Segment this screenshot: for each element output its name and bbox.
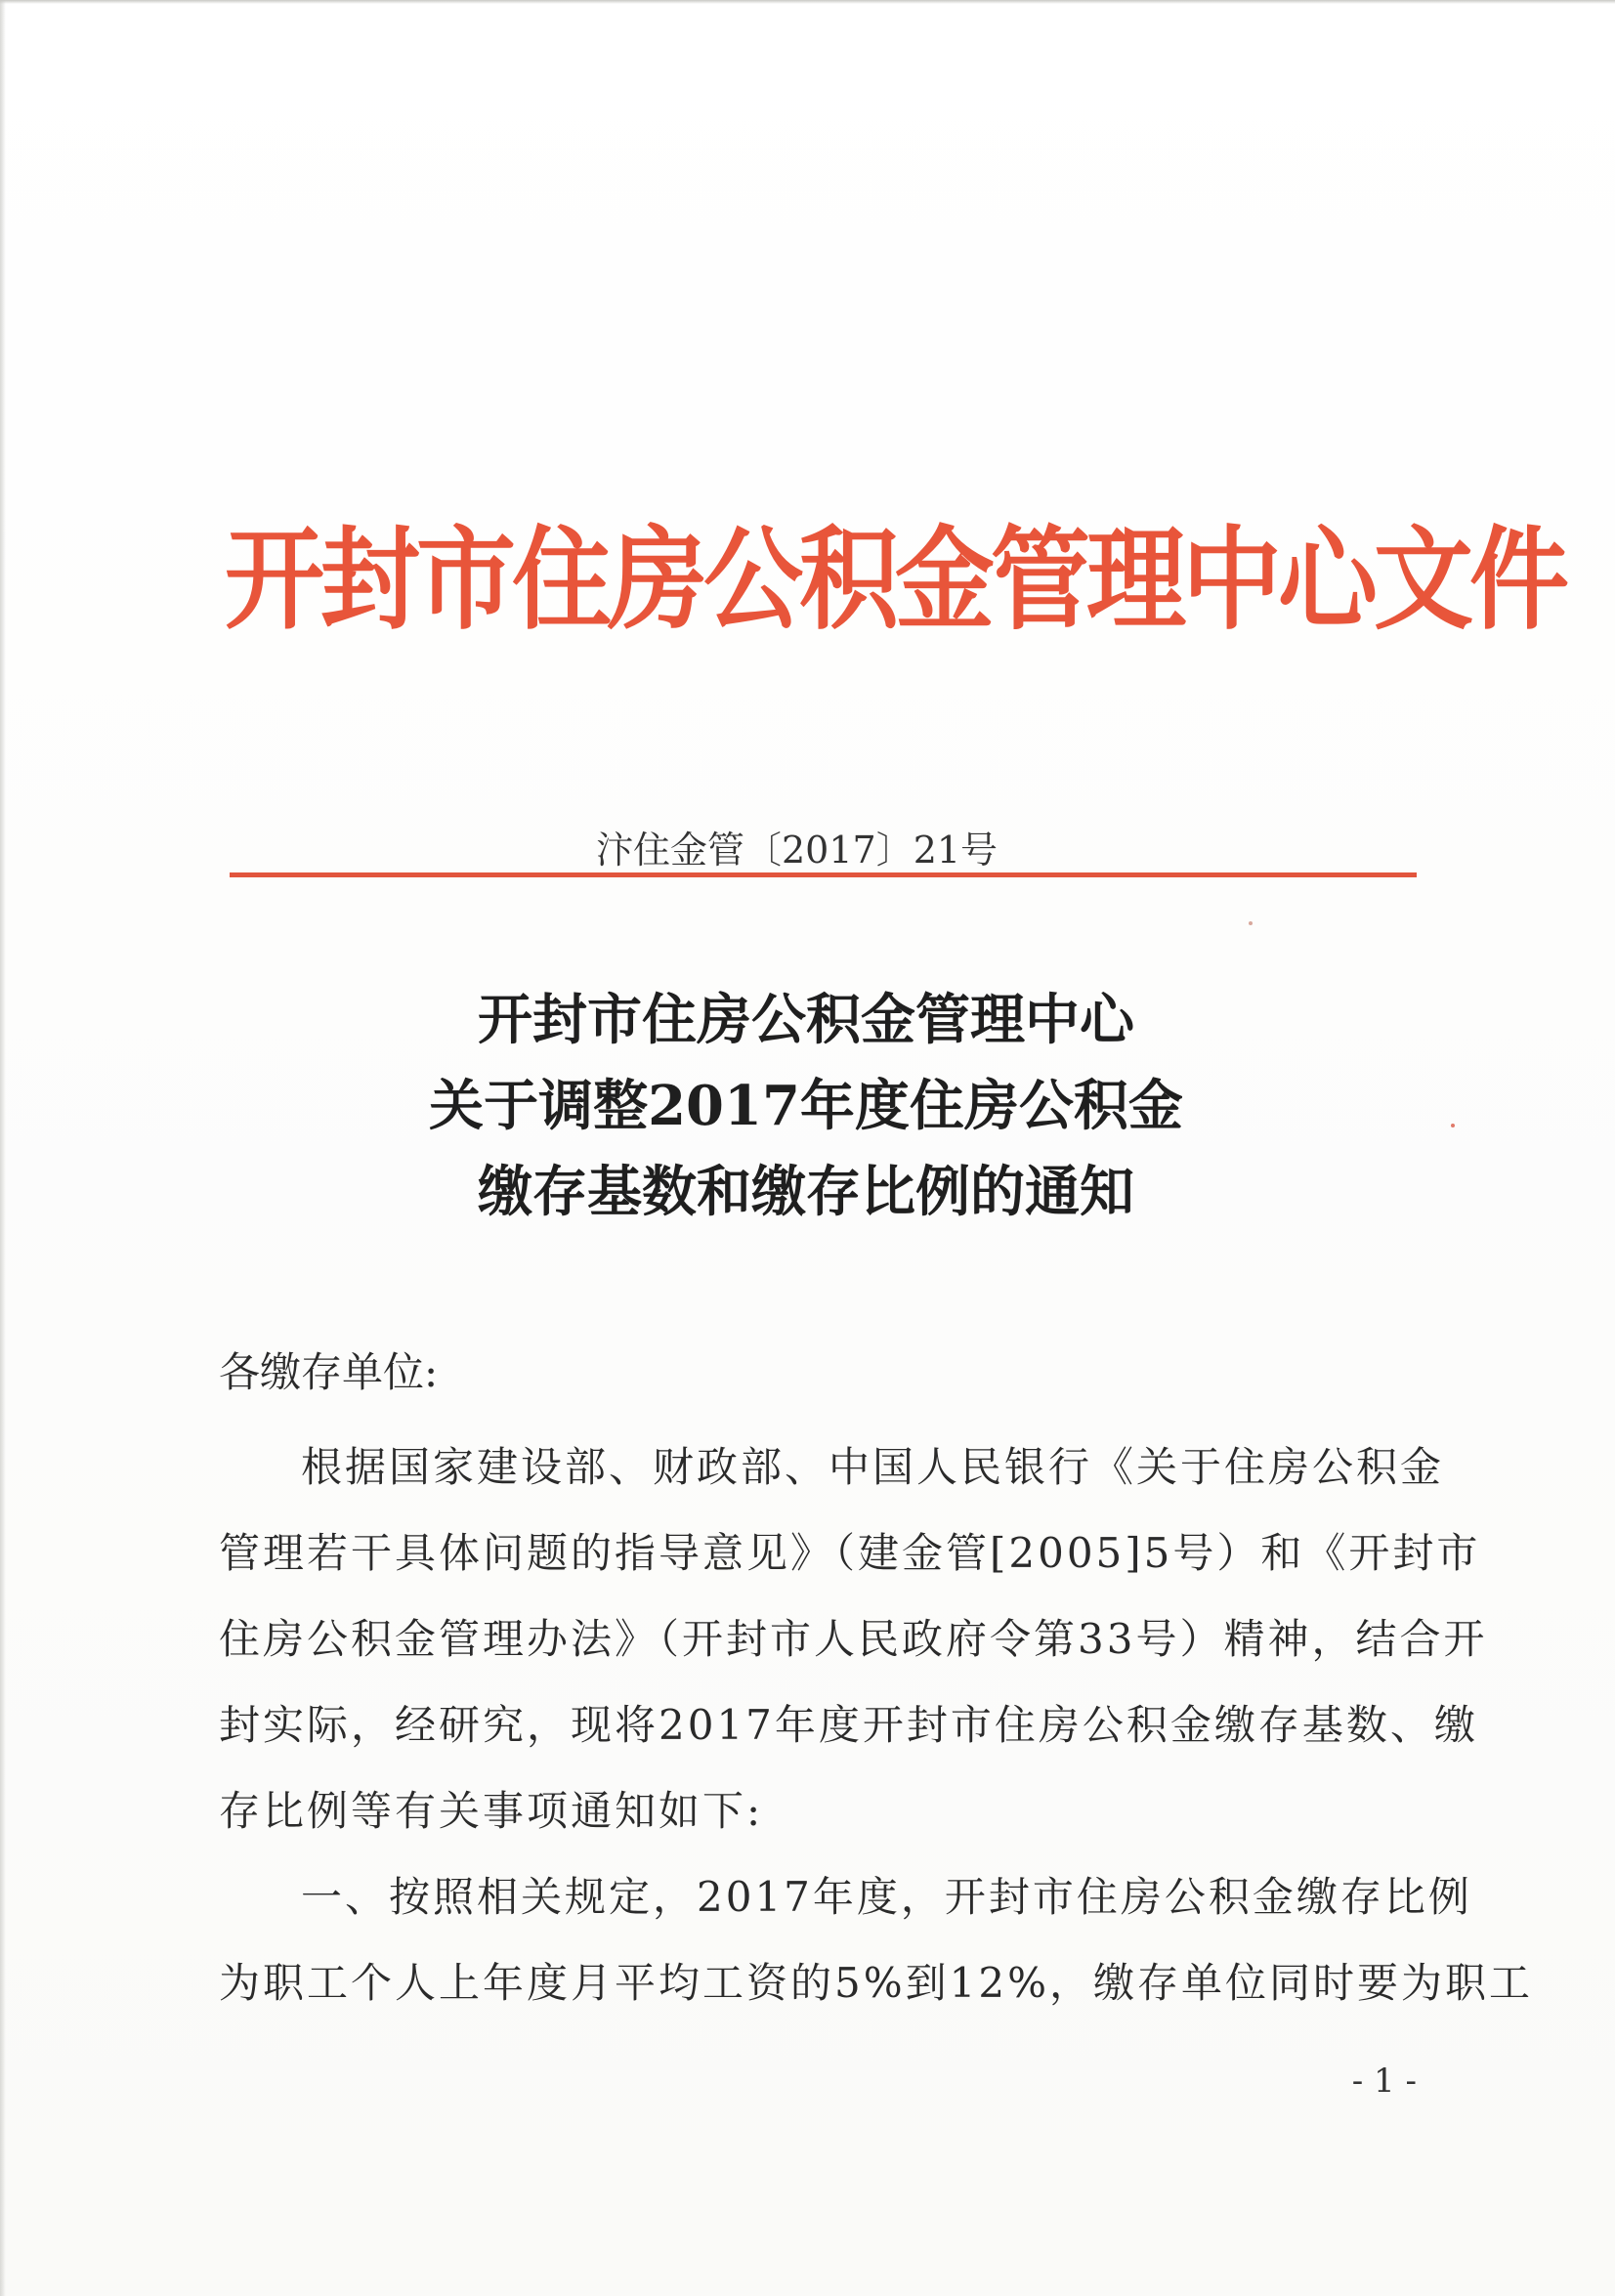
body-line-7: 为职工个人上年度月平均工资的5%到12%，缴存单位同时要为职工 [219, 1959, 1533, 2007]
red-divider-rule [230, 872, 1417, 877]
document-number: 汴住金管〔2017〕21号 [596, 829, 999, 872]
salutation: 各缴存单位: [219, 1348, 439, 1396]
body-line-3: 住房公积金管理办法》（开封市人民政府令第33号）精神，结合开 [219, 1615, 1488, 1663]
scan-speck [1451, 1124, 1455, 1127]
notice-title-line-3: 缴存基数和缴存比例的通知 [478, 1160, 1134, 1224]
body-line-1: 根据国家建设部、财政部、中国人民银行《关于住房公积金 [301, 1443, 1445, 1491]
scan-speck [1249, 921, 1253, 925]
notice-title-line-2: 关于调整2017年度住房公积金 [429, 1074, 1183, 1138]
body-text [219, 1424, 1533, 2026]
notice-title-line-1: 开封市住房公积金管理中心 [478, 988, 1134, 1052]
page-number: - 1 - [1351, 2062, 1417, 2101]
body-line-6: 一、按照相关规定，2017年度，开封市住房公积金缴存比例 [301, 1873, 1472, 1921]
notice-title [225, 977, 1387, 1235]
body-line-2: 管理若干具体问题的指导意见》（建金管[2005]5号）和《开封市 [219, 1529, 1481, 1577]
body-line-4: 封实际，经研究，现将2017年度开封市住房公积金缴存基数、缴 [219, 1701, 1478, 1749]
document-header-title: 开封市住房公积金管理中心文件 [225, 515, 1565, 647]
scan-edge-left [0, 0, 6, 2296]
body-line-5: 存比例等有关事项通知如下: [219, 1787, 764, 1835]
scan-edge-top [0, 0, 1615, 4]
